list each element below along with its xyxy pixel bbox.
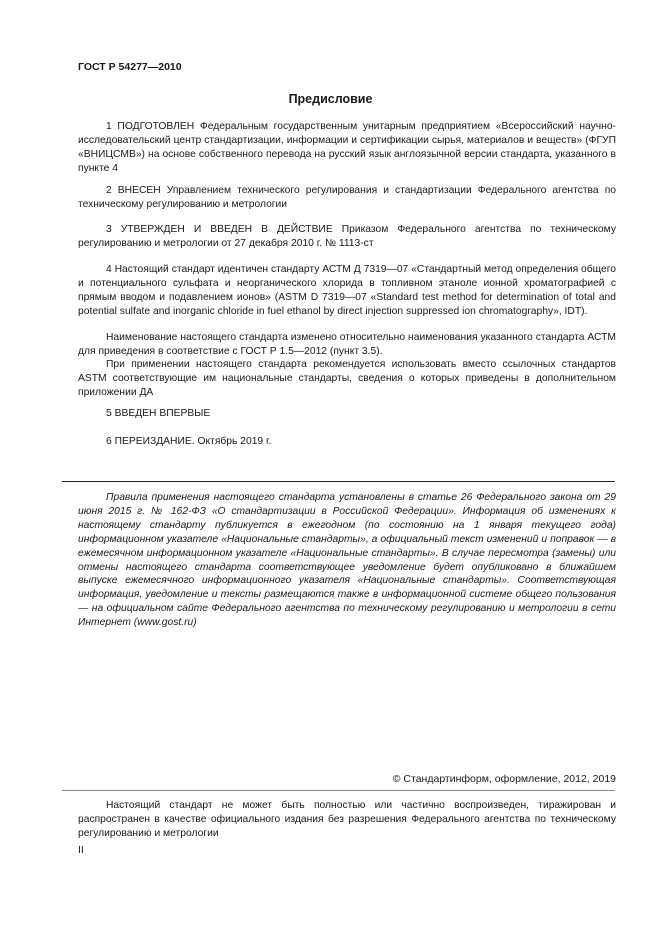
paragraph-5: 5 ВВЕДЕН ВПЕРВЫЕ (106, 408, 211, 419)
page-number: II (78, 844, 84, 856)
paragraph-4-name-change: Наименование настоящего стандарта изменено относительно наименования указанного стандарта АСТМ для приведения в соответствие с ГОСТ Р 1.5—2012 (пункт 3.5). (78, 332, 616, 357)
paragraph-3: 3 УТВЕРЖДЕН И ВВЕДЕН В ДЕЙСТВИЕ Приказом Федерального агентства по техническому регулированию и метрологии от 27 декабря 2010 г. № 1113-ст (78, 224, 616, 249)
paragraph-6: 6 ПЕРЕИЗДАНИЕ. Октябрь 2019 г. (106, 436, 272, 447)
divider (62, 790, 615, 791)
page-title: Предисловие (288, 92, 373, 106)
paragraph-4-references: При применении настоящего стандарта рекомендуется использовать вместо ссылочных стандартов ASTM соответствующие им национальные стандарты, сведения о которых приведены в дополнительном приложении ДА (78, 359, 616, 398)
notice-text: Правила применения настоящего стандарта установлены в статье 26 Федерального закона от 29 июня 2015 г. № 162-ФЗ «О стандартизации в Российской Федерации». Информация об изменениях к настоящему стандарту публикуется в ежегодном (по состоянию на 1 января текущего года) информационном указателе «Национальные стандарты», а официальный текст изменений и поправок — в ежемесячном информационном указателе «Национальные стандарты». В случае пересмотра (замены) или отмены настоящего стандарта соответствующее уведомление будет опубликовано в ближайшем выпуске ежемесячного информационного указателя «Национальные стандарты». Соответствующая информация, уведомление и тексты размещаются также в информационной системе общего пользования — на официальном сайте Федерального агентства по техническому регулированию и метрологии в сети Интернет (www.gost.ru) (78, 492, 616, 629)
copyright: © Стандартинформ, оформление, 2012, 2019 (392, 773, 616, 785)
paragraph-4: 4 Настоящий стандарт идентичен стандарту АСТМ Д 7319—07 «Стандартный метод определения общего и потенциального сульфата и неорганического хлорида в топливном этаноле ионной хроматографией с прямым вводом и подавлением ионов» (ASTM D 7319—07 «Standard test method for determination of total and potential sulfate and inorganic chloride in fuel ethanol by direct injection suppressed ion chromatography», IDT). (78, 264, 616, 317)
paragraph-2: 2 ВНЕСЕН Управлением технического регулирования и стандартизации Федерального агентства по техническому регулированию и метрологии (78, 185, 616, 210)
reproduction-notice: Настоящий стандарт не может быть полностью или частично воспроизведен, тиражирован и распространен в качестве официального издания без разрешения Федерального агентства по техническому регулированию и метрологии (78, 800, 616, 839)
document-code: ГОСТ Р 54277—2010 (78, 61, 182, 73)
paragraph-1: 1 ПОДГОТОВЛЕН Федеральным государственным унитарным предприятием «Всероссийский научно-исследовательский центр стандартизации, информации и сертификации сырья, материалов и веществ» (ФГУП «ВНИЦСМВ») на основе собственного перевода на русский язык англоязычной версии стандарта, указанного в пункте 4 (78, 121, 616, 174)
